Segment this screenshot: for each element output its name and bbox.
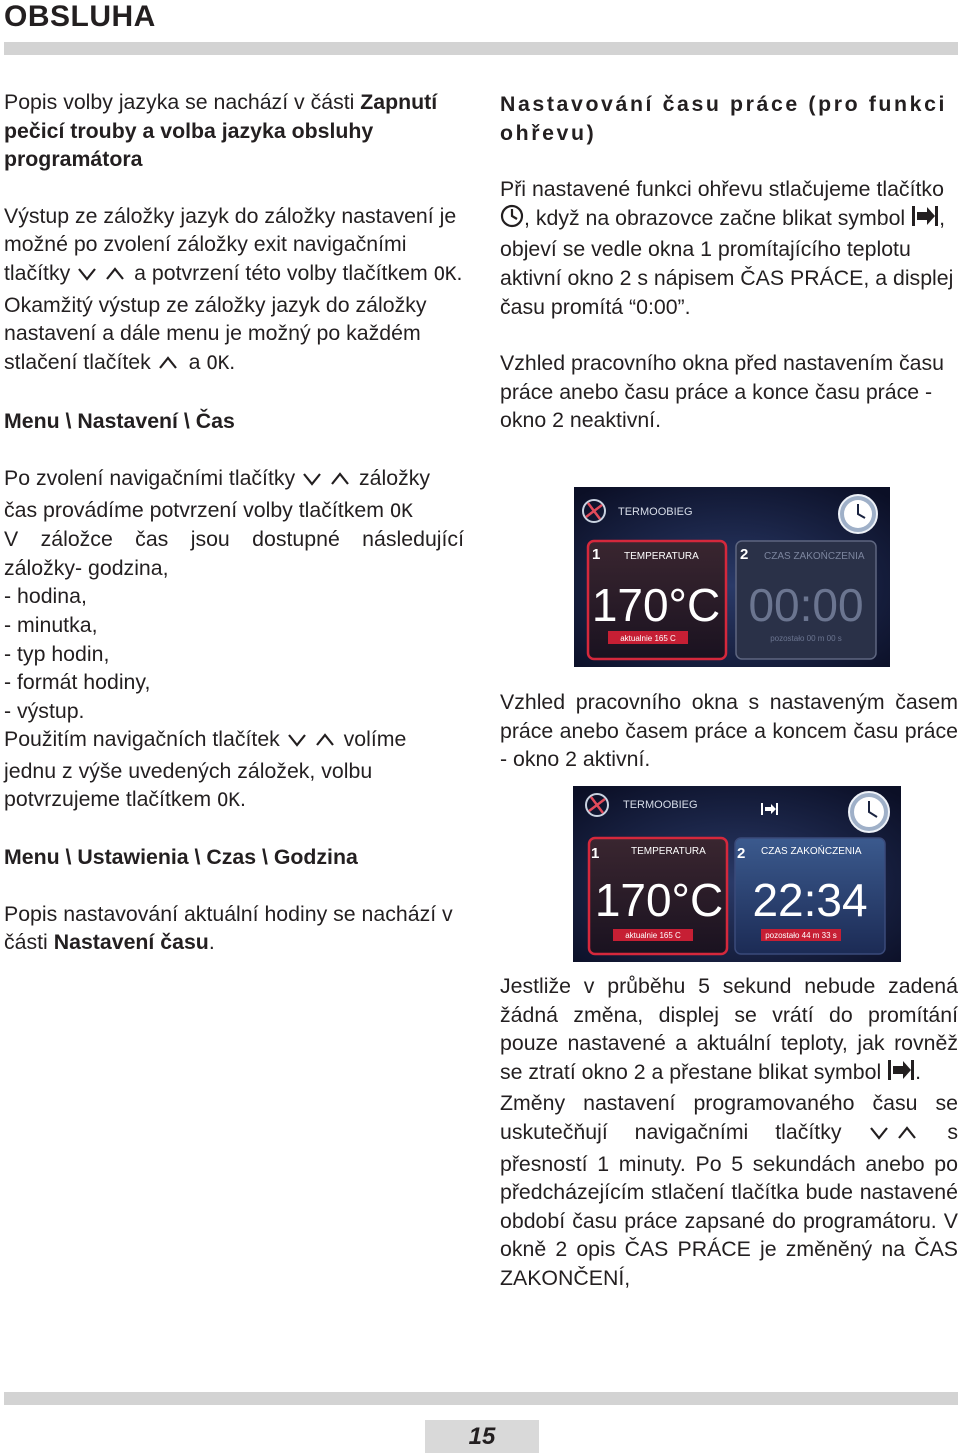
paragraph-changes <box>500 1089 958 1292</box>
chevron-down-icon <box>868 1121 894 1150</box>
list-item: - typ hodin, <box>4 641 110 666</box>
work-time-symbol-icon <box>887 1058 915 1090</box>
link-text: Nastavení času <box>53 930 209 955</box>
link-text: Zapnutí pečicí trouby a volba jazyka obsluhy programátora <box>4 90 438 172</box>
text: Po zvolení navigačními tlačítky <box>4 465 302 490</box>
paragraph-language <box>4 88 464 174</box>
right-column <box>500 90 958 435</box>
page-header: OBSLUHA <box>4 0 156 33</box>
paragraph-immediate-exit <box>4 291 464 380</box>
chevron-up-icon <box>157 351 183 380</box>
list-item: - formát hodiny, <box>4 670 151 695</box>
list-item: - výstup. <box>4 698 85 723</box>
window-1-label: TEMPERATURA <box>631 846 706 857</box>
text: a <box>182 349 207 374</box>
window-1-sub: aktualnie 165 C <box>625 931 681 940</box>
text: , když na obrazovce začne blikat symbol <box>524 205 912 230</box>
display-screenshot-inactive <box>574 487 890 672</box>
clock-icon <box>500 204 524 236</box>
text: Popis nastavování aktuální hodiny se nachází v části <box>4 901 453 955</box>
window-2-sub: pozostało 00 m 00 s <box>770 634 842 643</box>
window-2-label: CZAS ZAKOŃCZENIA <box>761 846 862 857</box>
window-2-sub: pozostało 44 m 33 s <box>765 931 837 940</box>
window-1-number: 1 <box>592 546 601 563</box>
window-2-value: 22:34 <box>752 874 868 926</box>
timer-clock-icon <box>849 792 889 832</box>
chevron-up-icon <box>894 1121 920 1150</box>
chevron-down-icon <box>286 728 312 757</box>
chevron-up-icon <box>102 262 128 291</box>
window-2-value: 00:00 <box>748 579 864 631</box>
text: . <box>456 260 463 285</box>
text: Změny nastavení programovaného času se uskutečňují navigačními tlačítky <box>500 1091 958 1144</box>
text: . <box>229 349 236 374</box>
list-item: - minutka, <box>4 612 98 637</box>
page-number: 15 <box>425 1420 539 1453</box>
window-2-number: 2 <box>737 845 746 862</box>
text: volíme jednu z výše uvedených záložek, volbu potvrzujeme tlačítkem <box>4 727 407 812</box>
ok-key-label: OK <box>217 789 240 812</box>
heading-menu-hour: Menu \ Ustawienia \ Czas \ Godzina <box>4 845 358 870</box>
text: s přesností 1 minuty. Po 5 sekundách anebo po předcházejícím stlačení tlačítka bude nastavené období času práce zapsané do programátoru. V okně 2 opis ČAS PRÁCE je změněný na ČAS ZAKONČENÍ, <box>500 1119 958 1290</box>
list-item: - hodina, <box>4 584 87 609</box>
ok-key-label: OK <box>433 262 457 285</box>
timer-clock-icon <box>839 495 877 533</box>
bottom-rule <box>4 1392 958 1405</box>
paragraph-nav <box>4 464 464 525</box>
paragraph-select <box>4 725 464 815</box>
paragraph-tabs: V záložce čas jsou dostupné následující záložky- godzina, <box>4 527 464 580</box>
text: Okamžitý výstup ze záložky jazyk do záložky nastavení a dále menu je možný po každém stlačení tlačítek <box>4 292 427 374</box>
text: . <box>915 1059 922 1084</box>
text: Popis volby jazyka se nachází v části <box>4 90 361 114</box>
text: . <box>239 787 246 812</box>
text: Při nastavené funkci ohřevu stlačujeme tlačítko <box>500 177 944 202</box>
paragraph-inactive: Vzhled pracovního okna před nastavením času práce anebo času práce a konce času práce - okno 2 neaktivní. <box>500 351 944 433</box>
text: , objeví se vedle okna 1 promítajícího teplotu aktivní okno 2 s nápisem ČAS PRÁCE, a displej času promítá “0:00”. <box>500 205 954 319</box>
text: Výstup ze záložky jazyk do záložky nastavení je možné po zvolení záložky exit navigačními tlačítky <box>4 203 457 285</box>
ok-key-label: OK <box>206 351 230 374</box>
paragraph-active: Vzhled pracovního okna s nastaveným časem práce anebo časem práce a koncem času práce - okno 2 aktivní. <box>500 690 958 772</box>
text: a potvrzení této volby tlačítkem <box>128 260 434 285</box>
text: záložky čas provádíme potvrzení volby tlačítkem <box>4 465 431 522</box>
chevron-down-icon <box>301 467 327 496</box>
mode-label: TERMOOBIEG <box>623 799 698 811</box>
chevron-up-icon <box>312 728 338 757</box>
display-screenshot-active <box>573 786 901 967</box>
right-column-bottom <box>500 972 958 1293</box>
window-1-sub: aktualnie 165 C <box>620 634 676 643</box>
heading-work-time: Nastavování času práce (pro funkci ohřevu) <box>500 92 948 145</box>
text: Jestliže v průběhu 5 sekund nebude zadená žádná změna, displej se vrátí do promítání pouze nastavené a aktuální teploty, jak rovněž se ztratí okno 2 a přestane blikat symbol <box>500 974 958 1084</box>
window-2-label: CZAS ZAKOŃCZENIA <box>764 551 865 562</box>
window-1-label: TEMPERATURA <box>624 551 699 562</box>
window-2-number: 2 <box>740 546 749 563</box>
paragraph-timeout <box>500 972 958 1089</box>
chevron-up-icon <box>327 467 353 496</box>
window-1-value: 170°C <box>594 874 724 926</box>
left-column <box>4 88 464 957</box>
chevron-down-icon <box>76 262 102 291</box>
paragraph-set-work-time <box>500 175 958 321</box>
top-rule <box>4 42 958 55</box>
window-1-value: 170°C <box>591 579 721 631</box>
mode-label: TERMOOBIEG <box>618 506 693 518</box>
ok-key-label: OK <box>389 499 413 522</box>
window-1-number: 1 <box>591 845 600 862</box>
heading-menu-time: Menu \ Nastavení \ Čas <box>4 409 235 434</box>
right-column-middle <box>500 688 958 774</box>
text: . <box>208 930 215 955</box>
paragraph-hour <box>4 900 464 957</box>
text: Použitím navigačních tlačítek <box>4 727 286 752</box>
paragraph-exit <box>4 202 464 291</box>
work-time-symbol-icon <box>911 204 939 236</box>
